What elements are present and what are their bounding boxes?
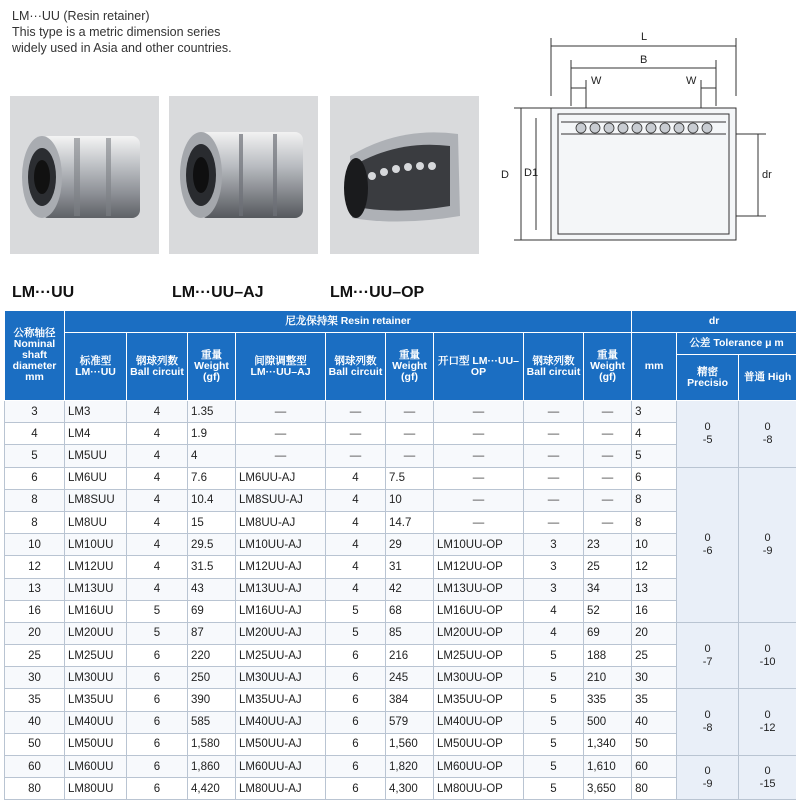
table-cell: 8: [5, 489, 65, 511]
table-cell: 210: [584, 667, 632, 689]
table-cell: LM12UU-OP: [434, 556, 524, 578]
table-cell: 5: [524, 778, 584, 800]
table-cell: 5: [326, 600, 386, 622]
table-cell: 80: [5, 778, 65, 800]
tolerance-precise-cell: 0 -9: [677, 756, 739, 800]
table-cell: 6: [127, 778, 188, 800]
table-cell: 3,650: [584, 778, 632, 800]
table-cell: LM10UU-AJ: [236, 534, 326, 556]
table-cell: LM16UU-AJ: [236, 600, 326, 622]
table-cell: 4: [188, 445, 236, 467]
table-cell: —: [434, 489, 524, 511]
table-cell: LM30UU-OP: [434, 667, 524, 689]
table-cell: —: [584, 467, 632, 489]
series-label: LM···UU–AJ: [172, 284, 264, 301]
header-ball-circuit: 钢球列数 Ball circuit: [127, 333, 188, 401]
table-cell: LM20UU-AJ: [236, 622, 326, 644]
table-cell: 10: [632, 534, 677, 556]
header-weight: 重量 Weight (gf): [188, 333, 236, 401]
table-cell: 3: [524, 578, 584, 600]
table-cell: LM40UU: [65, 711, 127, 733]
table-cell: —: [584, 445, 632, 467]
tolerance-high-cell: 0 -10: [739, 622, 796, 689]
table-cell: 8: [5, 511, 65, 533]
table-row: [5, 401, 797, 423]
table-cell: 4: [127, 467, 188, 489]
header-high: 普通 High: [739, 355, 796, 401]
table-cell: 29.5: [188, 534, 236, 556]
table-cell: 5: [524, 667, 584, 689]
table-cell: 8: [632, 511, 677, 533]
table-cell: 6: [5, 467, 65, 489]
intro-title: LM···UU (Resin retainer): [12, 9, 150, 23]
table-cell: —: [236, 423, 326, 445]
table-cell: 335: [584, 689, 632, 711]
table-cell: 40: [5, 711, 65, 733]
table-cell: 68: [386, 600, 434, 622]
table-cell: 4: [524, 600, 584, 622]
table-cell: 5: [524, 645, 584, 667]
table-cell: 6: [326, 733, 386, 755]
series-label: LM···UU–OP: [330, 284, 425, 301]
header-weight: 重量 Weight (gf): [386, 333, 434, 401]
table-cell: 15: [188, 511, 236, 533]
table-cell: LM4: [65, 423, 127, 445]
tolerance-precise-cell: 0 -7: [677, 622, 739, 689]
table-cell: 220: [188, 645, 236, 667]
table-cell: 7.6: [188, 467, 236, 489]
table-cell: —: [386, 423, 434, 445]
table-cell: 188: [584, 645, 632, 667]
table-cell: 50: [5, 733, 65, 755]
intro-line: This type is a metric dimension series: [12, 25, 221, 39]
dim-dr: dr: [762, 169, 772, 181]
tolerance-precise-cell: 0 -8: [677, 689, 739, 756]
table-cell: 1.9: [188, 423, 236, 445]
table-cell: 1.35: [188, 401, 236, 423]
table-cell: LM8SUU-AJ: [236, 489, 326, 511]
table-cell: LM8SUU: [65, 489, 127, 511]
table-cell: 5: [326, 622, 386, 644]
table-cell: 6: [127, 667, 188, 689]
table-cell: 4: [127, 511, 188, 533]
tolerance-precise-cell: 0 -6: [677, 467, 739, 622]
table-cell: —: [434, 445, 524, 467]
table-cell: LM35UU-AJ: [236, 689, 326, 711]
table-cell: LM5UU: [65, 445, 127, 467]
table-cell: 4: [127, 556, 188, 578]
table-cell: LM3: [65, 401, 127, 423]
table-cell: —: [524, 445, 584, 467]
table-cell: LM40UU-AJ: [236, 711, 326, 733]
table-cell: 5: [632, 445, 677, 467]
table-cell: —: [434, 511, 524, 533]
table-cell: LM12UU-AJ: [236, 556, 326, 578]
table-row: [5, 756, 797, 778]
table-cell: 5: [5, 445, 65, 467]
table-cell: LM8UU-AJ: [236, 511, 326, 533]
table-cell: 43: [188, 578, 236, 600]
table-cell: 245: [386, 667, 434, 689]
table-cell: 12: [5, 556, 65, 578]
table-cell: 30: [5, 667, 65, 689]
table-cell: 5: [524, 756, 584, 778]
table-cell: 80: [632, 778, 677, 800]
table-cell: 69: [188, 600, 236, 622]
dim-W: W: [591, 75, 602, 87]
table-cell: LM50UU: [65, 733, 127, 755]
table-cell: 29: [386, 534, 434, 556]
table-cell: 4: [127, 445, 188, 467]
table-cell: LM80UU-OP: [434, 778, 524, 800]
table-cell: 69: [584, 622, 632, 644]
table-cell: 35: [5, 689, 65, 711]
table-cell: 20: [5, 622, 65, 644]
table-cell: 5: [524, 689, 584, 711]
table-cell: —: [584, 489, 632, 511]
table-cell: 216: [386, 645, 434, 667]
dim-D1: D1: [524, 167, 539, 179]
table-cell: —: [584, 423, 632, 445]
table-cell: LM35UU-OP: [434, 689, 524, 711]
table-cell: 5: [127, 622, 188, 644]
table-cell: LM12UU: [65, 556, 127, 578]
table-cell: 85: [386, 622, 434, 644]
table-cell: 6: [127, 756, 188, 778]
table-cell: 1,860: [188, 756, 236, 778]
table-cell: LM13UU-OP: [434, 578, 524, 600]
table-cell: 3: [524, 556, 584, 578]
table-cell: 1,580: [188, 733, 236, 755]
table-cell: LM6UU: [65, 467, 127, 489]
table-cell: 4: [127, 489, 188, 511]
table-cell: 25: [5, 645, 65, 667]
table-cell: 34: [584, 578, 632, 600]
table-cell: —: [386, 445, 434, 467]
table-cell: 579: [386, 711, 434, 733]
header-ball-circuit: 钢球列数 Ball circuit: [524, 333, 584, 401]
table-cell: 52: [584, 600, 632, 622]
table-cell: 16: [632, 600, 677, 622]
table-cell: LM25UU-AJ: [236, 645, 326, 667]
table-cell: 60: [5, 756, 65, 778]
table-cell: —: [326, 445, 386, 467]
header-mm: mm: [632, 333, 677, 401]
table-cell: LM35UU: [65, 689, 127, 711]
table-row: [5, 689, 797, 711]
header-op-type: 开口型 LM···UU–OP: [434, 333, 524, 401]
header-resin-retainer: 尼龙保持架 Resin retainer: [65, 311, 632, 333]
table-cell: —: [434, 467, 524, 489]
table-cell: —: [524, 467, 584, 489]
tolerance-high-cell: 0 -12: [739, 689, 796, 756]
table-cell: LM6UU-AJ: [236, 467, 326, 489]
table-cell: 6: [127, 733, 188, 755]
table-cell: LM30UU-AJ: [236, 667, 326, 689]
table-cell: 4: [326, 534, 386, 556]
table-cell: 42: [386, 578, 434, 600]
table-cell: 4: [326, 511, 386, 533]
table-cell: LM10UU: [65, 534, 127, 556]
table-cell: 10.4: [188, 489, 236, 511]
table-cell: 6: [326, 711, 386, 733]
table-cell: 4: [5, 423, 65, 445]
table-cell: 4: [127, 578, 188, 600]
table-cell: LM80UU: [65, 778, 127, 800]
series-label: LM···UU: [12, 284, 75, 301]
tolerance-high-cell: 0 -8: [739, 401, 796, 468]
tolerance-high-cell: 0 -9: [739, 467, 796, 622]
table-cell: 6: [326, 645, 386, 667]
table-cell: LM60UU: [65, 756, 127, 778]
table-cell: 4,420: [188, 778, 236, 800]
table-cell: 25: [632, 645, 677, 667]
table-cell: LM25UU-OP: [434, 645, 524, 667]
table-cell: LM40UU-OP: [434, 711, 524, 733]
table-cell: LM20UU-OP: [434, 622, 524, 644]
table-cell: 5: [524, 733, 584, 755]
table-cell: LM10UU-OP: [434, 534, 524, 556]
table-cell: 3: [632, 401, 677, 423]
table-cell: 6: [326, 778, 386, 800]
table-cell: 1,560: [386, 733, 434, 755]
table-cell: —: [524, 401, 584, 423]
table-cell: 4,300: [386, 778, 434, 800]
table-cell: —: [524, 423, 584, 445]
bearing-cutaway-photo: [330, 96, 479, 254]
table-cell: 10: [5, 534, 65, 556]
table-cell: 14.7: [386, 511, 434, 533]
header-standard-type: 标准型 LM···UU: [65, 333, 127, 401]
dim-W: W: [686, 75, 697, 87]
table-cell: —: [524, 511, 584, 533]
table-cell: 6: [326, 756, 386, 778]
table-cell: 13: [5, 578, 65, 600]
table-cell: —: [434, 423, 524, 445]
table-cell: 35: [632, 689, 677, 711]
intro-line: widely used in Asia and other countries.: [12, 41, 232, 55]
table-cell: LM16UU: [65, 600, 127, 622]
table-cell: —: [326, 423, 386, 445]
table-row: [5, 467, 797, 489]
table-cell: 1,610: [584, 756, 632, 778]
table-cell: LM60UU-AJ: [236, 756, 326, 778]
table-cell: LM30UU: [65, 667, 127, 689]
table-cell: 4: [632, 423, 677, 445]
table-cell: 12: [632, 556, 677, 578]
bearing-dimension-drawing: [496, 26, 796, 261]
table-cell: 384: [386, 689, 434, 711]
table-cell: —: [386, 401, 434, 423]
tolerance-precise-cell: 0 -5: [677, 401, 739, 468]
table-cell: 6: [127, 711, 188, 733]
header-tolerance: 公差 Tolerance μ m: [677, 333, 796, 355]
table-cell: 250: [188, 667, 236, 689]
table-cell: 87: [188, 622, 236, 644]
table-cell: 4: [127, 401, 188, 423]
table-cell: LM50UU-OP: [434, 733, 524, 755]
table-cell: 6: [127, 689, 188, 711]
table-cell: 50: [632, 733, 677, 755]
header-weight: 重量 Weight (gf): [584, 333, 632, 401]
table-cell: 6: [326, 667, 386, 689]
bearing-photo: [10, 96, 159, 254]
table-cell: LM8UU: [65, 511, 127, 533]
spec-table: [4, 310, 796, 800]
table-cell: 31: [386, 556, 434, 578]
table-cell: 1,820: [386, 756, 434, 778]
table-cell: LM20UU: [65, 622, 127, 644]
table-cell: 3: [524, 534, 584, 556]
table-cell: LM13UU-AJ: [236, 578, 326, 600]
table-cell: 16: [5, 600, 65, 622]
table-cell: 20: [632, 622, 677, 644]
table-cell: 4: [326, 578, 386, 600]
table-cell: 390: [188, 689, 236, 711]
header-aj-type: 间隙调整型 LM···UU–AJ: [236, 333, 326, 401]
table-cell: —: [236, 401, 326, 423]
table-cell: 4: [326, 467, 386, 489]
table-cell: 4: [326, 556, 386, 578]
table-cell: —: [434, 401, 524, 423]
table-cell: 25: [584, 556, 632, 578]
table-cell: LM13UU: [65, 578, 127, 600]
table-cell: 10: [386, 489, 434, 511]
header-ball-circuit: 钢球列数 Ball circuit: [326, 333, 386, 401]
table-cell: 60: [632, 756, 677, 778]
table-cell: 5: [524, 711, 584, 733]
table-cell: —: [326, 401, 386, 423]
tolerance-high-cell: 0 -15: [739, 756, 796, 800]
table-cell: 7.5: [386, 467, 434, 489]
header-nominal-diameter: 公称轴径 Nominal shaft diameter mm: [5, 311, 65, 401]
table-cell: 13: [632, 578, 677, 600]
table-cell: 4: [127, 534, 188, 556]
table-cell: —: [524, 489, 584, 511]
table-cell: 585: [188, 711, 236, 733]
intro-text: [12, 8, 232, 56]
table-cell: LM50UU-AJ: [236, 733, 326, 755]
table-cell: 4: [127, 423, 188, 445]
table-cell: 8: [632, 489, 677, 511]
table-cell: —: [236, 445, 326, 467]
table-cell: 1,340: [584, 733, 632, 755]
table-cell: 6: [326, 689, 386, 711]
table-cell: 5: [127, 600, 188, 622]
table-cell: 3: [5, 401, 65, 423]
table-cell: 500: [584, 711, 632, 733]
table-cell: 4: [326, 489, 386, 511]
table-cell: 6: [632, 467, 677, 489]
bearing-photo: [169, 96, 318, 254]
spec-table-body: [5, 401, 797, 800]
dim-D: D: [501, 169, 509, 181]
table-row: [5, 622, 797, 644]
table-cell: LM16UU-OP: [434, 600, 524, 622]
table-cell: 31.5: [188, 556, 236, 578]
dim-B: B: [640, 54, 648, 66]
table-cell: 6: [127, 645, 188, 667]
header-precise: 精密 Precisio: [677, 355, 739, 401]
table-cell: LM25UU: [65, 645, 127, 667]
table-cell: LM60UU-OP: [434, 756, 524, 778]
table-cell: 40: [632, 711, 677, 733]
table-cell: 23: [584, 534, 632, 556]
table-cell: 4: [524, 622, 584, 644]
table-cell: —: [584, 511, 632, 533]
table-cell: LM80UU-AJ: [236, 778, 326, 800]
dim-L: L: [641, 31, 648, 43]
table-cell: 30: [632, 667, 677, 689]
header-dr: dr: [632, 311, 796, 333]
table-cell: —: [584, 401, 632, 423]
